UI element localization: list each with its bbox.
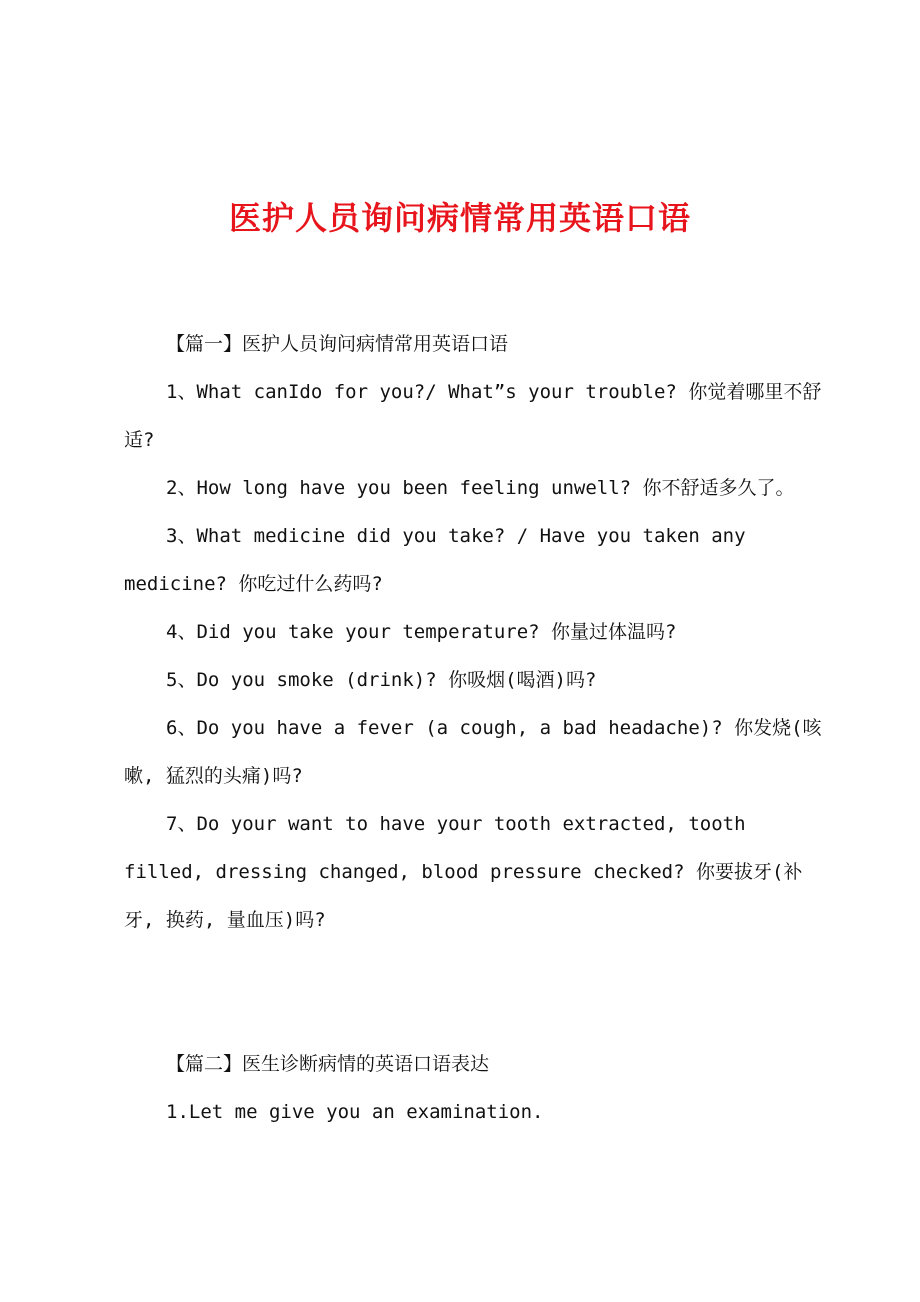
document-title: 医护人员询问病情常用英语口语 [228,199,691,237]
section-1 [124,320,824,944]
list-item: 5、Do you smoke (drink)? 你吸烟(喝酒)吗? [166,669,597,691]
list-item: 4、Did you take your temperature? 你量过体温吗? [166,621,677,643]
section-heading: 【篇一】医护人员询问病情常用英语口语 [166,333,509,355]
list-item: 6、Do you have a fever (a cough, a bad headache)? 你发烧(咳嗽, 猛烈的头痛)吗? [124,717,822,787]
section-2 [124,1040,824,1136]
list-item: 2、How long have you been feeling unwell? 你不舒适多久了。 [166,477,795,499]
list-item: 3、What medicine did you take? / Have you taken any medicine? 你吃过什么药吗? [124,525,746,595]
list-item: 7、Do your want to have your tooth extracted, tooth filled, dressing changed, blood pressure checked? 你要拔牙(补牙, 换药, 量血压)吗? [124,813,803,931]
list-item: 1.Let me give you an examination. [166,1101,544,1123]
section-heading: 【篇二】医生诊断病情的英语口语表达 [166,1053,490,1075]
list-item: 1、What canIdo for you?/ What”s your trouble? 你觉着哪里不舒适? [124,381,822,451]
document-body [124,320,824,1136]
